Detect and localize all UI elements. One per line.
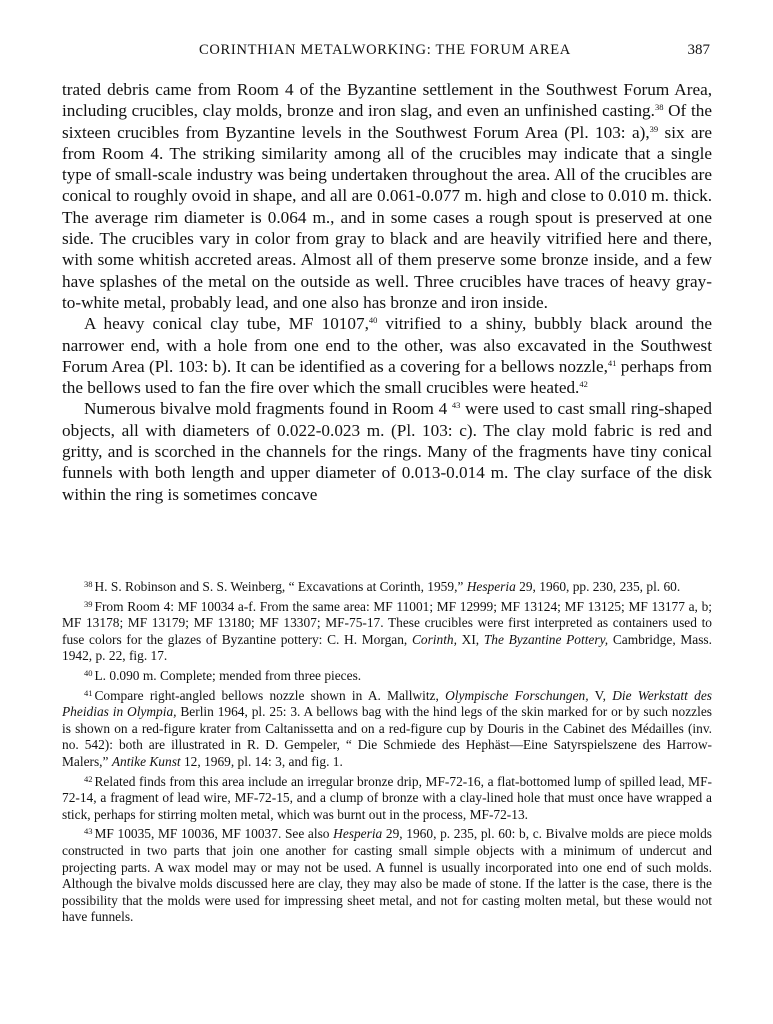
text-run: From Room 4: MF 10034 a-f. From the same area: MF 11001; MF 12999; MF 13124; MF 13125; MF 13177 a, b; MF 13178; MF 13179; MF 13180; MF 13307; MF-75-17. These crucibles were first interpreted as containers used to fuse colors for the glazes of Byzantine pottery: C. H. Morgan, (62, 598, 712, 647)
footnote-number: 42 (84, 773, 93, 784)
body-text (62, 79, 712, 505)
footnote-number: 43 (84, 826, 93, 837)
page-number: 387 (687, 42, 710, 58)
text-run: Related finds from this area include an irregular bronze drip, MF-72-16, a flat-bottomed lump of spilled lead, MF-72-14, a fragment of lead wire, MF-72-15, and a clump of bronze with a clay-lined hole that must once have wrapped a stick, perhaps for stirring molten metal, which was burnt out in the process, MF-72-13. (62, 773, 712, 822)
text-run: were used to cast small ring-shaped objects, all with diameters of 0.022-0.023 m. (Pl. 103: c). The clay mold fabric is red and gritty, and is scorched in the channels for the rings. Many of the fragments have tiny conical funnels with both length and upper diameter of 0.013-0.014 m. The clay surface of the disk within the ring is sometimes concave (62, 399, 712, 504)
text-run: perhaps from the bellows used to fan the fire over which the small crucibles were heated. (62, 356, 712, 398)
italic-text: Hesperia (333, 826, 383, 842)
text-run: V, (588, 687, 613, 703)
running-title: CORINTHIAN METALWORKING: THE FORUM AREA (199, 42, 571, 58)
italic-text: Die Werkstatt des Pheidias in Olympia, (62, 687, 712, 720)
text-run: Cambridge, Mass. 1942, p. 22, fig. 17. (62, 631, 712, 664)
footnote (62, 576, 712, 596)
footnote-reference: 41 (607, 357, 617, 368)
text-run: 29, 1960, pp. 230, 235, pl. 60. (515, 579, 681, 594)
text-run: Of the sixteen crucibles from Byzantine levels in the Southwest Forum Area (Pl. 103: a), (62, 101, 712, 142)
footnote-number: 41 (84, 687, 93, 698)
text-run: 12, 1969, pl. 14: 3, and fig. 1. (180, 753, 343, 769)
text-run: vitrified to a shiny, bubbly black around the narrower end, with a hole from one end to the other, was also excavated in the Southwest Forum Area (Pl. 103: b). It can be identified as a covering for a bellows nozzle, (62, 314, 713, 376)
text-run: Numerous bivalve mold fragments found in Room 4 (84, 399, 452, 419)
footnote (62, 685, 712, 771)
text-run: six are from Room 4. The striking similarity among all of the crucibles may indicate that a single type of small-scale industry was being undertaken throughout the area. All of the crucibles are conical to roughly ovoid in shape, and all are 0.061-0.077 m. high and close to 0.010 m. thick. The average rim diameter is 0.064 m., and in some cases a rough spout is preserved at one side. The crucibles vary in color from gray to black and are heavily vitrified here and there, with some whitish accreted areas. Almost all of them preserve some bronze inside, and a few have splashes of the metal on the outside as well. Three crucibles have traces of heavy gray-to-white metal, probably lead, and one also has bronze and iron inside. (62, 122, 712, 312)
footnote-reference: 39 (649, 123, 659, 134)
text-run: MF 10035, MF 10036, MF 10037. See also (94, 826, 334, 842)
text-run: XI, (456, 631, 484, 647)
text-run: Compare right-angled bellows nozzle shown in A. Mallwitz, (94, 687, 446, 703)
footnote (62, 665, 712, 685)
italic-text: The Byzantine Pottery, (483, 631, 609, 647)
italic-text: Olympische Forschungen, (445, 687, 589, 703)
footnote-reference: 42 (579, 379, 588, 390)
paragraph (62, 79, 712, 313)
footnote-number: 40 (84, 667, 93, 678)
text-run: H. S. Robinson and S. S. Weinberg, “ Excavations at Corinth, 1959,” (94, 579, 467, 594)
italic-text: Antike Kunst (111, 753, 181, 769)
text-run: L. 0.090 m. Complete; mended from three pieces. (94, 667, 362, 683)
running-head (60, 42, 710, 64)
paragraph (62, 398, 712, 504)
footnote-reference: 38 (654, 102, 664, 113)
text-run: Berlin 1964, pl. 25: 3. A bellows bag with the hind legs of the skin marked for or by such nozzles is shown on a red-figure krater from Caltanissetta and on a red-figure cup by Douris in the Cabinet des Médailles (inv. no. 542): both are illustrated in R. D. Gempeler, “ Die Schmiede des Hephäst—Eine Satyrspielszene des Harrow-Malers,” (62, 704, 712, 769)
footnote (62, 771, 712, 824)
footnote-number: 39 (84, 598, 93, 609)
footnote-reference: 40 (368, 315, 378, 326)
text-run: A heavy conical clay tube, MF 10107, (84, 314, 369, 334)
text-run: 29, 1960, p. 235, pl. 60: b, c. Bivalve molds are piece molds constructed in two parts that join one another for casting small simple objects with a minimum of undercut and projecting parts. A wax model may or may not be used. A funnel is usually incorporated into one end of such molds. Although the bivalve molds discussed here are clay, they may also be made of stone. If the latter is the case, there is the possibility that the molds were used for impressing sheet metal, and not for casting molten metal, but these would not have funnels. (62, 826, 712, 925)
italic-text: Hesperia (466, 579, 516, 594)
footnote (62, 596, 712, 665)
footnote (62, 823, 712, 926)
footnote-number: 38 (84, 579, 93, 589)
footnote-reference: 43 (451, 400, 461, 411)
footnotes (62, 576, 712, 926)
italic-text: Corinth, (411, 631, 457, 647)
text-run: trated debris came from Room 4 of the Byzantine settlement in the Southwest Forum Area, including crucibles, clay molds, bronze and iron slag, and even an unfinished casting. (62, 80, 712, 121)
paragraph (62, 313, 712, 398)
